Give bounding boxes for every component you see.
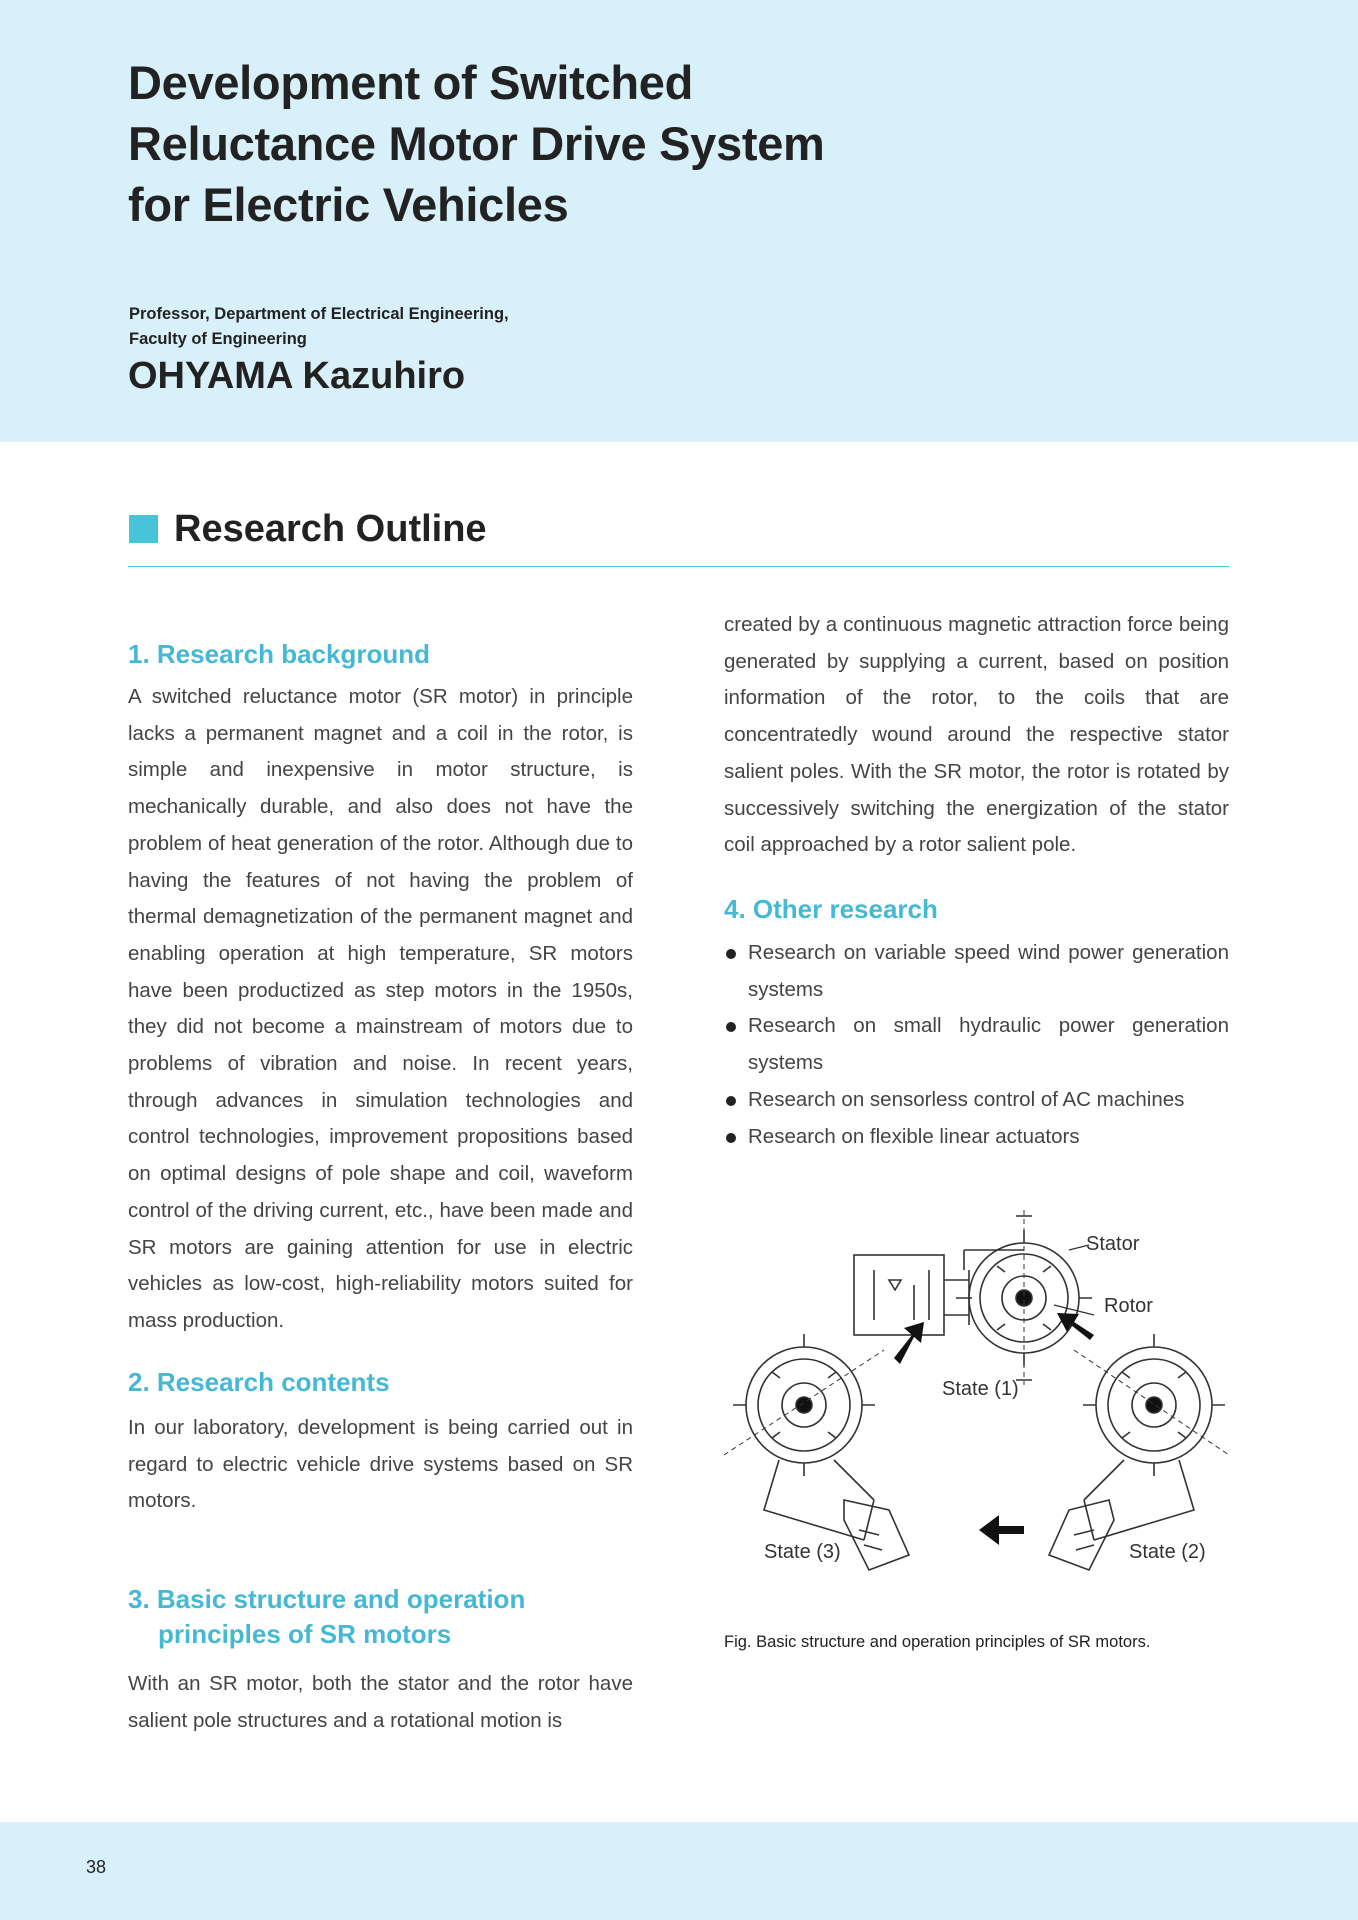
author-name: OHYAMA Kazuhiro xyxy=(128,355,466,397)
list-item: Research on flexible linear actuators xyxy=(724,1119,1229,1156)
author-affiliation xyxy=(129,302,509,352)
figure-caption: Fig. Basic structure and operation principles of SR motors. xyxy=(724,1633,1151,1651)
section-1-title: 1. Research background xyxy=(128,639,430,669)
research-outline-heading xyxy=(128,500,1229,567)
section-4-title: 4. Other research xyxy=(724,894,938,924)
title-line: for Electric Vehicles xyxy=(128,178,569,231)
other-research-list xyxy=(724,935,1229,1155)
arrow-icon xyxy=(979,1515,1024,1545)
section-1-body: A switched reluctance motor (SR motor) in principle lacks a permanent magnet and a coil in the rotor, is simple and inexpensive in motor structure, is mechanically durable, and also does not have the problem of heat generation of the rotor. Although due to having the features of not having the problem of thermal demagnetization of the permanent magnet and enabling operation at high temperature, SR motors have been productized as step motors in the 1950s, they did not become a mainstream of motors due to problems of vibration and noise. In recent years, through advances in simulation technologies and control technologies, improvement propositions based on optimal designs of pole shape and coil, waveform control of the driving current, etc., have been made and SR motors are gaining attention for use in electric vehicles as low-cost, high-reliability motors suited for mass production. xyxy=(128,685,633,1332)
state-3-label: State (3) xyxy=(764,1541,841,1563)
affiliation-line: Faculty of Engineering xyxy=(129,330,307,348)
rotation-arrows xyxy=(894,1313,1094,1545)
affiliation-line: Professor, Department of Electrical Engineering, xyxy=(129,305,509,323)
list-item: Research on sensorless control of AC machines xyxy=(724,1082,1229,1119)
title-line: Development of Switched xyxy=(128,56,694,109)
section-3-body-left: With an SR motor, both the stator and the rotor have salient pole structures and a rotational motion is xyxy=(128,1672,633,1732)
title-line: Reluctance Motor Drive System xyxy=(128,117,825,170)
section-2-body: In our laboratory, development is being carried out in regard to electric vehicle drive systems based on SR motors. xyxy=(128,1416,633,1513)
motor-state-1 xyxy=(956,1210,1092,1385)
stator-label: Stator xyxy=(1086,1233,1140,1255)
page-number: 38 xyxy=(86,1857,107,1877)
arrow-icon xyxy=(1057,1313,1094,1340)
footer-band xyxy=(0,1822,1358,1920)
section-3-title xyxy=(128,1582,525,1652)
section-2-title: 2. Research contents xyxy=(128,1367,390,1397)
arrow-icon xyxy=(894,1322,924,1364)
section-3-body-right: created by a continuous magnetic attraction force being generated by supplying a current, based on position information of the rotor, to the coils that are concentratedly wound around the respective stator salient poles. With the SR motor, the rotor is rotated by successively switching the energization of the stator coil approached by a rotor salient pole. xyxy=(724,613,1229,857)
motor-state-3 xyxy=(724,1334,884,1476)
section-3-title-line: 3. Basic structure and operation xyxy=(128,1584,526,1614)
page-title xyxy=(128,52,888,235)
list-item: Research on variable speed wind power generation systems xyxy=(724,935,1229,1008)
sr-motor-figure xyxy=(724,1210,1229,1585)
state-2-label: State (2) xyxy=(1129,1541,1206,1563)
research-outline-title: Research Outline xyxy=(174,508,487,550)
heading-square-icon xyxy=(129,515,158,543)
state-1-label: State (1) xyxy=(942,1378,1019,1400)
sr-motor-diagram xyxy=(724,1210,1229,1585)
inverter-circuit-state-1 xyxy=(854,1255,972,1335)
list-item: Research on small hydraulic power generation systems xyxy=(724,1008,1229,1081)
motor-state-2 xyxy=(1074,1334,1229,1476)
rotor-label: Rotor xyxy=(1104,1295,1153,1317)
section-3-title-line: principles of SR motors xyxy=(158,1619,452,1649)
